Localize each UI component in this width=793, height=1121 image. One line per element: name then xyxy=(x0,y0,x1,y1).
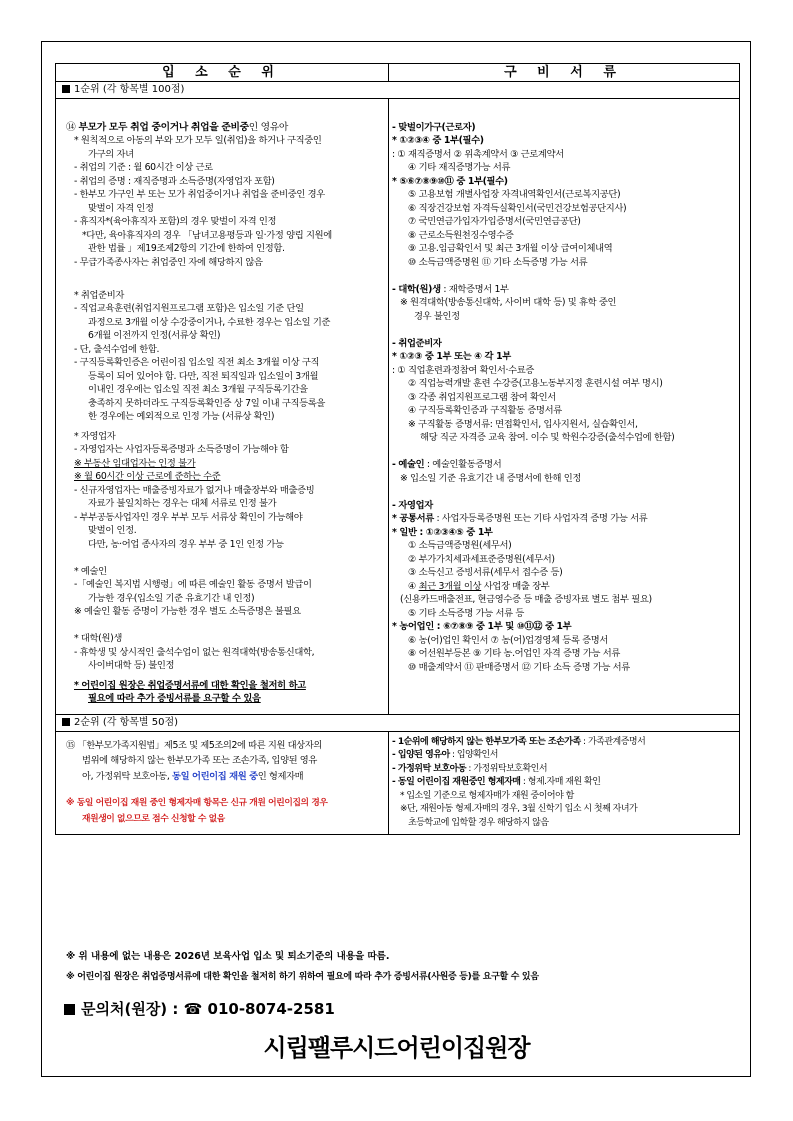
criteria-note: ※ 월 60시간 이상 근로에 준하는 수준 xyxy=(74,471,221,482)
doc-line: ⑥ 직장건강보험 자격득실확인서(국민건강보험공단지사) xyxy=(408,202,627,214)
criteria-line: 맞벌이 자격 인정 xyxy=(88,202,154,214)
criteria-line: - 취업의 증명 : 재직증명과 소득증명(자영업자 포함) xyxy=(74,175,275,187)
criteria-line: 맞벌이 인정. xyxy=(88,525,137,536)
student-docs-title: - 대학(원)생 : 재학증명서 1부 xyxy=(392,283,509,295)
doc-line: ④ 최근 3개월 이상 사업장 매출 장부 xyxy=(408,580,550,592)
criteria-line: * 원칙적으로 아동의 부와 모가 모두 일(취업)을 하거나 구직중인 xyxy=(74,135,322,146)
doc-note: 경우 불인정 xyxy=(414,310,460,322)
doc-line: ④ 기타 재직증명가능 서류 xyxy=(408,162,511,173)
sibling-warning: 재원생이 없으므로 점수 신청할 수 없음 xyxy=(82,813,225,824)
doc-note: ※단, 재원아동 형제.자매의 경우, 3월 신학기 입소 시 첫째 자녀가 xyxy=(400,804,638,814)
criteria-line: 충족하지 못하더라도 구직등록확인증 상 7일 이내 구직등록을 xyxy=(88,397,325,409)
rank2-criteria-cell xyxy=(56,731,389,835)
criteria-line: - 단, 출석수업에 한함. xyxy=(74,343,160,355)
admission-table xyxy=(55,63,740,835)
artist-docs-title: - 예술인 : 예술인활동증명서 xyxy=(392,459,502,470)
criteria-line: ※ 예술인 활동 증명이 가능한 경우 별도 소득증명은 불필요 xyxy=(74,606,301,617)
rank1-section-label: 1순위 (각 항목별 100점) xyxy=(56,82,740,99)
self-employed-docs-title: - 자영업자 xyxy=(392,499,433,511)
criteria-line: - 구직등록확인증은 어린이집 입소일 직전 최소 3개월 이상 구직 xyxy=(74,357,320,368)
artist-title: * 예술인 xyxy=(74,565,107,577)
employment-criteria-title: ⑭ 부모가 모두 취업 중이거나 취업을 준비중인 영유아 xyxy=(66,121,288,133)
doc-note: 초등학교에 입학할 경우 해당하지 않음 xyxy=(408,817,549,828)
criteria-line: -「예술인 복지법 시행령」에 따른 예술인 활동 증명서 발급이 xyxy=(74,579,312,590)
doc-line: ① 소득금액증명원(세무서) xyxy=(408,540,512,551)
sibling-warning: ※ 동일 어린이집 재원 중인 형제자매 항목은 신규 개원 어린이집의 경우 xyxy=(66,798,328,808)
doc-line: ⑧ 어선원부등본 ⑨ 기타 농.어업인 자격 증명 가능 서류 xyxy=(408,648,621,659)
self-employed-title: * 자영업자 xyxy=(74,430,116,442)
dual-income-title: - 맞벌이가구(근로자) xyxy=(392,121,476,133)
doc-line: (신용카드매출전표, 현금영수증 등 매출 증빙자료 별도 첨부 필요) xyxy=(400,594,652,605)
director-notice: * 어린이집 원장은 취업증명서류에 대한 확인을 철저히 하고 xyxy=(74,679,306,691)
criteria-line: *다만, 육아휴직자의 경우 「남녀고용평등과 일·가정 양립 지원에 xyxy=(82,229,332,241)
criteria-line: - 자영업자는 사업자등록증명과 소득증명이 가능해야 함 xyxy=(74,444,289,455)
doc-requirement: * 공통서류 : 사업자등록증명원 또는 기타 사업자격 증명 가능 서류 xyxy=(392,513,648,524)
criteria-line: 과정으로 3개월 이상 수강중이거나, 수료한 경우는 입소일 기준 xyxy=(88,316,331,328)
doc-line: ② 직업능력개발 훈련 수강증(고용노동부지정 훈련시설 여부 명시) xyxy=(408,378,663,389)
criteria-line: - 신규자영업자는 매출증빙자료가 없거나 매출장부와 매출증빙 xyxy=(74,484,315,496)
criteria-line: 한 경우에는 예외적으로 인정 가능 (서류상 확인) xyxy=(88,411,275,422)
doc-line: ⑤ 고용보험 개별사업장 자격내역확인서(근로복지공단) xyxy=(408,189,621,200)
job-seeker-docs-title: - 취업준비자 xyxy=(392,337,442,349)
criteria-line: ⑮ 「한부모가족지원법」제5조 및 제5조의2에 따른 지원 대상자의 xyxy=(66,739,322,751)
header-required-docs: 구 비 서 류 xyxy=(389,64,740,82)
criteria-line: 자료가 불일치하는 경우는 대체 서류로 인정 불가 xyxy=(88,498,277,509)
criteria-line: - 직업교육훈련(취업지원프로그램 포함)은 입소일 기준 단일 xyxy=(74,303,304,314)
square-bullet-icon xyxy=(64,1004,75,1015)
criteria-line: 6개월 이전까지 인정(서류상 확인) xyxy=(88,330,221,341)
doc-line: ③ 각종 취업지원프로그램 참여 확인서 xyxy=(408,391,556,403)
doc-line: ⑨ 고용.임금확인서 및 최근 3개월 이상 급여이체내역 xyxy=(408,243,613,254)
criteria-line: - 한부모 가구인 부 또는 모가 취업중이거나 취업을 준비중인 경우 xyxy=(74,189,325,200)
criteria-line: 다만, 농·어업 종사자의 경우 부부 중 1인 인정 가능 xyxy=(88,538,284,550)
doc-line: ⑩ 소득금액증명원 ⑪ 기타 소득증명 가능 서류 xyxy=(408,256,588,268)
doc-requirement: * 일반 : ①②③④⑤ 중 1부 xyxy=(392,526,493,538)
criteria-line: 이내인 경우에는 입소일 직전 최소 3개월 구직등록기간을 xyxy=(88,384,308,395)
doc-note: ※ 입소일 기준 유효기간 내 증명서에 한해 인정 xyxy=(400,472,582,484)
doc-requirement: * ①②③ 중 1부 또는 ④ 각 1부 xyxy=(392,351,511,362)
doc-line: : ① 재직증명서 ② 위촉계약서 ③ 근로계약서 xyxy=(392,148,564,160)
header-admission-rank: 입 소 순 위 xyxy=(56,64,389,82)
doc-line: - 입양된 영유아 : 입양확인서 xyxy=(392,750,498,760)
doc-line: ⑧ 근로소득원천징수영수증 xyxy=(408,229,514,241)
job-seeker-title: * 취업준비자 xyxy=(74,289,125,301)
doc-line: ⑦ 국민연금가입자가입증명서(국민연금공단) xyxy=(408,216,581,227)
criteria-line: 등록이 되어 있어야 함. 다만, 직전 퇴직일과 입소일이 3개월 xyxy=(88,370,319,382)
criteria-note: ※ 부동산 임대업자는 인정 불가 xyxy=(74,457,196,469)
doc-note: ※ 원격대학(방송통신대학, 사이버 대학 등) 및 휴학 중인 xyxy=(400,297,617,308)
rank1-criteria-cell xyxy=(56,99,389,715)
footer-note: ※ 위 내용에 없는 내용은 2026년 보육사업 입소 및 퇴소기준의 내용을 따름. xyxy=(66,951,390,962)
criteria-line: - 휴직자*(육아휴직자 포함)의 경우 맞벌이 자격 인정 xyxy=(74,216,277,227)
criteria-line: 범위에 해당하지 않는 한부모가족 또는 조손가족, 입양된 영유 xyxy=(82,755,317,766)
rank2-section-label: 2순위 (각 항목별 50점) xyxy=(56,714,740,731)
doc-note: ※ 구직활동 증명서류: 면접확인서, 입사지원서, 실습확인서, xyxy=(408,418,638,430)
doc-note: * 입소일 기준으로 형제자매가 재원 중이어야 함 xyxy=(400,790,574,801)
doc-line: ⑥ 농(어)업인 확인서 ⑦ 농(어)업경영체 등록 증명서 xyxy=(408,634,609,646)
footer-note: ※ 어린이집 원장은 취업증명서류에 대한 확인을 철저히 하기 위하여 필요에 따라 추가 증빙서류(사원증 등)를 요구할 수 있음 xyxy=(66,972,539,982)
criteria-line: - 무급가족종사자는 취업중인 자에 해당하지 않음 xyxy=(74,256,263,268)
doc-line: - 가정위탁 보호아동 : 가정위탁보호확인서 xyxy=(392,763,548,774)
criteria-line: 사이버대학 등) 불인정 xyxy=(88,660,175,671)
student-title: * 대학(원)생 xyxy=(74,633,122,644)
square-bullet-icon xyxy=(62,718,70,726)
rank1-documents-cell xyxy=(389,99,740,715)
criteria-line: - 취업의 기준 : 월 60시간 이상 근로 xyxy=(74,162,213,173)
doc-line: ② 부가가치세과세표준증명원(세무서) xyxy=(408,553,555,565)
director-notice: 필요에 따라 추가 증빙서류를 요구할 수 있음 xyxy=(88,693,261,704)
farmer-docs-title: * 농어업인 : ⑥⑦⑧⑨ 중 1부 및 ⑩⑪⑫ 중 1부 xyxy=(392,621,572,632)
criteria-line: 가구의 자녀 xyxy=(88,148,134,160)
doc-line: - 1순위에 해당하지 않는 한부모가족 또는 조손가족 : 가족관계증명서 xyxy=(392,736,646,747)
criteria-line: - 부부공동사업자인 경우 부부 모두 서류상 확인이 가능해야 xyxy=(74,511,303,523)
doc-requirement: * ①②③④ 중 1부(필수) xyxy=(392,135,484,146)
doc-requirement: * ⑤⑥⑦⑧⑨⑩⑪ 중 1부(필수) xyxy=(392,175,508,187)
criteria-line: 가능한 경우(입소일 기준 유효기간 내 인정) xyxy=(88,592,255,604)
doc-line: ③ 소득신고 증빙서류(세무서 접수증 등) xyxy=(408,567,563,578)
criteria-line: 아, 가정위탁 보호아동, 동일 어린이집 재원 중인 형제자매 xyxy=(82,770,304,782)
doc-note: 해당 직군 자격증 교육 참여. 이수 및 학원수강증(출석수업에 한함) xyxy=(420,432,675,443)
doc-line: ⑤ 기타 소득증명 가능 서류 등 xyxy=(408,607,524,619)
doc-line: - 동일 어린이집 재원중인 형제자매 : 형제.자매 재원 확인 xyxy=(392,777,601,787)
square-bullet-icon xyxy=(62,85,70,93)
criteria-line: - 휴학생 및 상시적인 출석수업이 없는 원격대학(방송통신대학, xyxy=(74,646,315,658)
criteria-line: 관한 법률 」제19조제2항의 기간에 한하여 인정함. xyxy=(88,243,285,254)
contact-info: 문의처(원장) : ☎ 010-8074-2581 xyxy=(64,998,335,1019)
doc-line: ④ 구직등록확인증과 구직활동 증명서류 xyxy=(408,405,562,416)
doc-line: : ① 직업훈련과정참여 확인서·수료증 xyxy=(392,364,535,376)
doc-line: ⑩ 매출계약서 ⑪ 판매증명서 ⑫ 기타 소득 증명 가능 서류 xyxy=(408,661,630,673)
director-signature: 시립팰루시드어린이집원장 xyxy=(263,1034,530,1062)
rank2-documents-cell xyxy=(389,731,740,835)
